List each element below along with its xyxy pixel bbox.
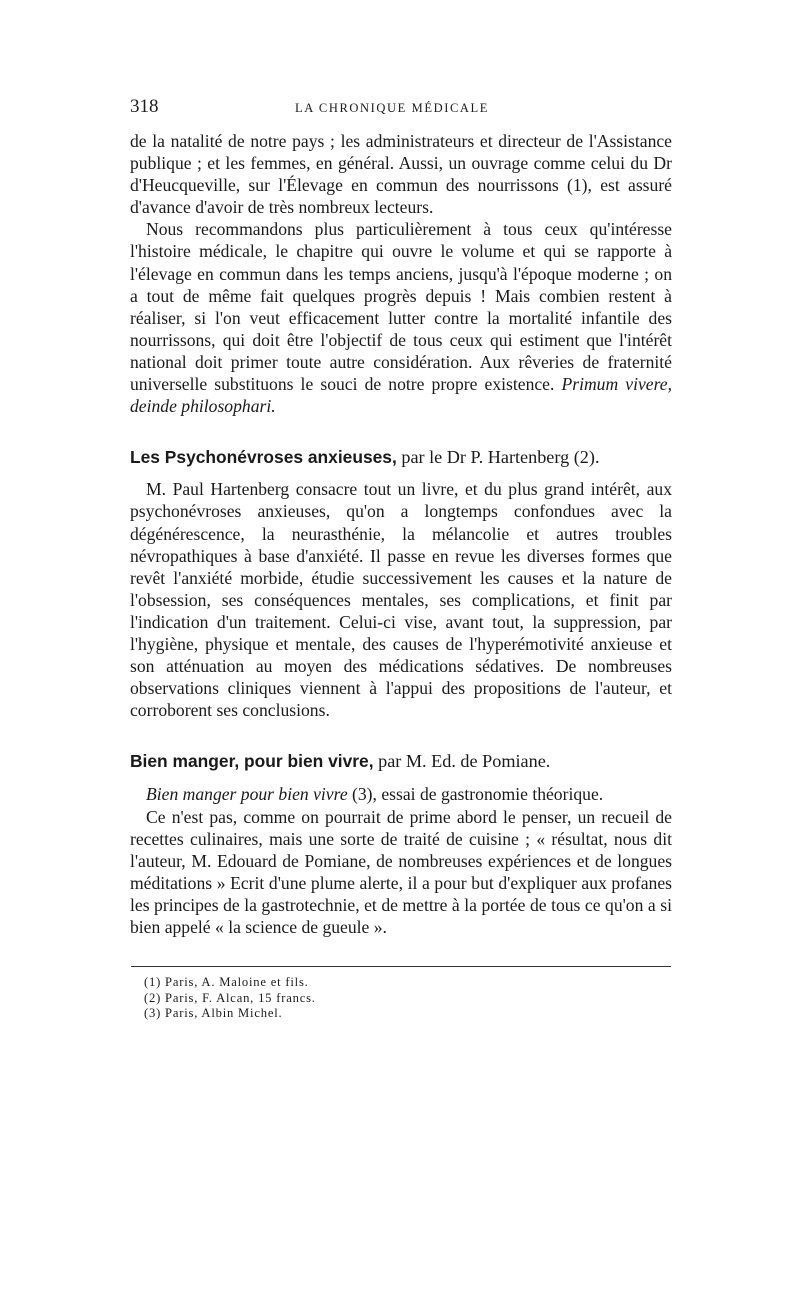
section-heading-psychonevroses (130, 446, 672, 468)
intro-paragraph-2 (130, 218, 672, 417)
section-1-body: M. Paul Hartenberg consacre tout un livre, et du plus grand intérêt, aux psychonévroses anxieuses, qu'on a longtemps confondues avec la dégénérescence, la neurasthénie, la mélancolie et autres troubles névropathiques à base d'anxiété. Il passe en revue les diverses formes que revêt l'anxiété morbide, étudie successivement les causes et la nature de l'obsession, ses conséquences mentales, ses complications, et finit par l'indication d'un traitement. Celui-ci vise, avant tout, la suppression, par l'hygiène, physique et mentale, des causes de l'hyperémotivité anxieuse et son atténuation au moyen des médications sédatives. De nombreuses observations cliniques viennent à l'appui des propositions de l'auteur, et corroborent ses conclusions. (130, 479, 672, 721)
book-subtitle: (3), essai de gastronomie théorique. (352, 784, 604, 805)
intro-paragraph-2-text: Nous recommandons plus particulièrement à tous ceux qu'intéresse l'histoire médicale, le chapitre qui ouvre le volume et qui se rapporte à l'élevage en commun dans les temps anciens, jusqu'à l'époque moderne ; on a tout de même fait quelques progrès depuis ! Mais combien restent à réaliser, si l'on veut efficacement lutter contre la mortalité infantile des nourrissons, qui doit être l'objectif de tous ceux qui estiment que l'intérêt national doit primer toute autre considération. Aux rêveries de fraternité universelle substituons le souci de notre propre existence. (130, 219, 672, 395)
running-head: LA CHRONIQUE MÉDICALE (295, 101, 490, 115)
section-2-paragraph-2: Ce n'est pas, comme on pourrait de prime abord le penser, un recueil de recettes culinaires, mais une sorte de traité de cuisine ; « résultat, nous dit l'auteur, M. Edouard de Pomiane, de nombreuses expériences et de longues méditations » Ecrit d'une plume alerte, il a pour but d'expliquer aux profanes les principes de la gastrotechnie, et de mettre à la portée de tous ce qu'on a si bien appelé « la science de gueule ». (130, 806, 672, 937)
footnote-3: (3) Paris, Albin Michel. (144, 1006, 283, 1021)
footnote-divider (131, 966, 671, 967)
section-heading-bien-manger (130, 750, 672, 772)
footnote-1: (1) Paris, A. Maloine et fils. (144, 975, 309, 990)
intro-paragraph-1: de la natalité de notre pays ; les administrateurs et directeur de l'Assistance publique ; et les femmes, en général. Aussi, un ouvrage comme celui du Dr d'Heucqueville, sur l'Élevage en commun des nourrissons (1), est assuré d'avance d'avoir de très nombreux lecteurs. (130, 131, 672, 218)
section-title: Bien manger, pour bien vivre, (130, 751, 374, 772)
page-number: 318 (130, 96, 159, 117)
page-header (130, 96, 672, 130)
page (130, 96, 672, 1022)
book-title: Bien manger pour bien vivre (146, 784, 348, 805)
latin-quote: Primum vivere, deinde philosophari. (130, 374, 672, 417)
section-title: Les Psychonévroses anxieuses, (130, 447, 397, 468)
section-2-paragraph-1 (130, 783, 672, 805)
footnote-2: (2) Paris, F. Alcan, 15 francs. (144, 990, 316, 1005)
footnotes (130, 975, 672, 1022)
section-byline: par M. Ed. de Pomiane. (378, 751, 551, 772)
section-byline: par le Dr P. Hartenberg (2). (401, 447, 600, 468)
